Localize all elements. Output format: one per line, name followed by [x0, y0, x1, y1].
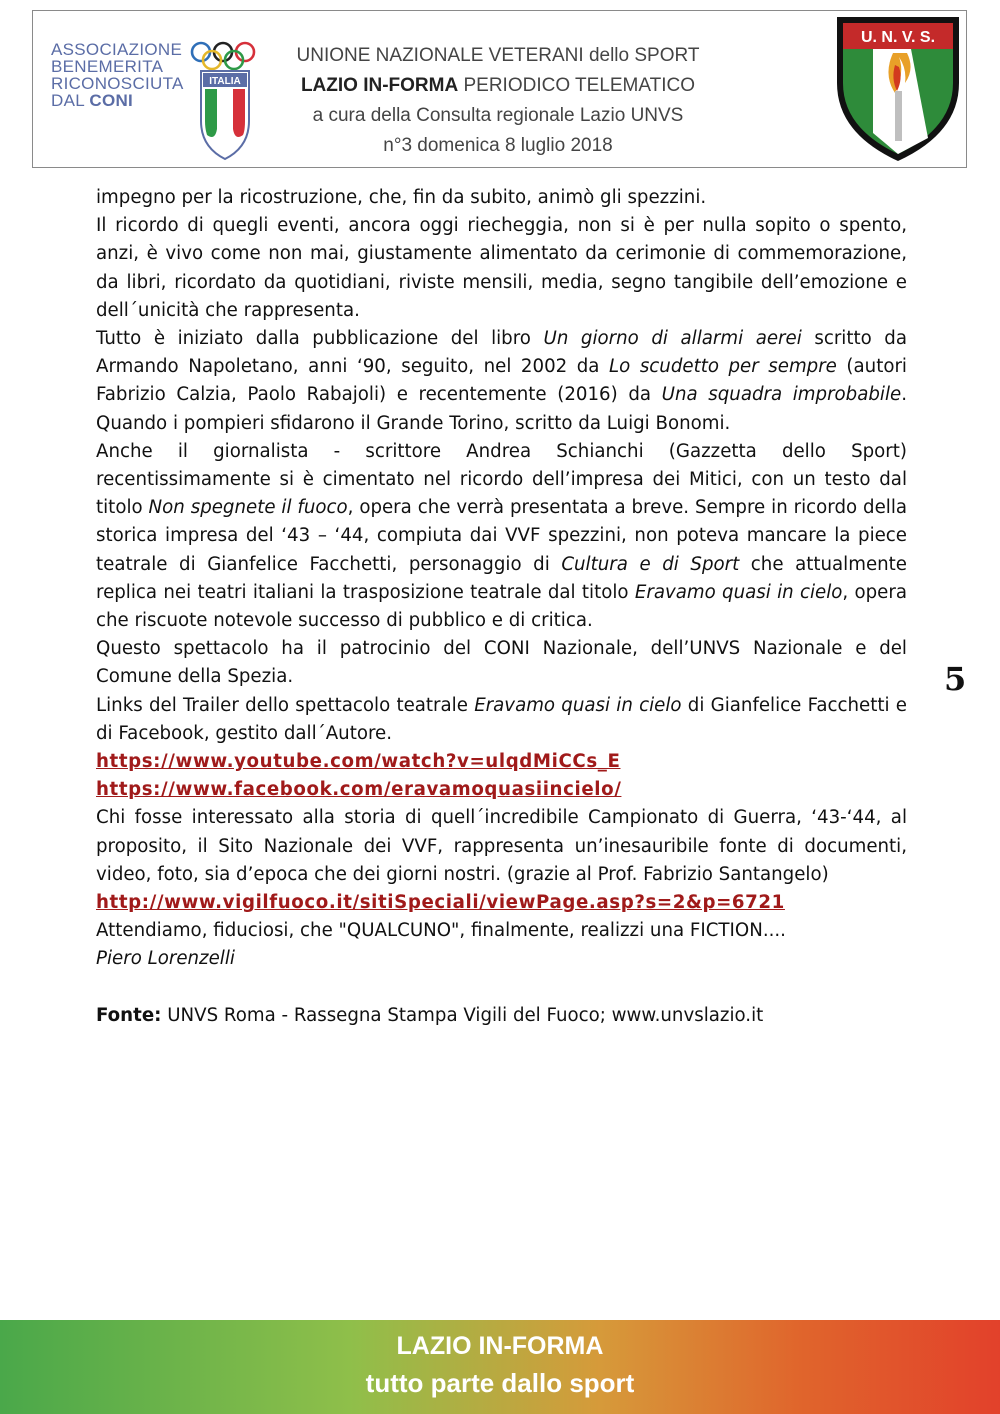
page-number: 5 — [944, 660, 967, 698]
coni-line4 — [51, 92, 191, 109]
paragraph-3-text-a: Tutto è iniziato dalla pubblicazione del libro — [96, 328, 544, 350]
author-signature — [96, 945, 907, 973]
book-title-2: Lo scudetto per sempre — [609, 356, 837, 378]
paragraph-3-text-c: scritto da Armando Napoletano, anni ‘90, seguito, nel 2002 da — [96, 328, 908, 378]
paragraph-4-text-c: , opera che verrà presentata a breve. Sempre in ricordo della storica impresa del ‘43 – ‘44, compiuta dai VVF spezzini, non poteva mancare la piece teatrale di Gianfelice Facchetti, personaggio di — [96, 497, 908, 575]
svg-text:ITALIA: ITALIA — [209, 76, 241, 87]
unvs-shield-logo — [833, 13, 963, 163]
header-line4: n°3 domenica 8 luglio 2018 — [383, 135, 613, 156]
header-line2 — [263, 71, 733, 101]
footer-slogan: tutto parte dallo sport — [365, 1368, 635, 1398]
header-line3: a cura della Consulta regionale Lazio UNVS — [312, 105, 684, 126]
footer-title: LAZIO IN-FORMA — [396, 1332, 604, 1360]
coni-line4a: DAL — [51, 91, 90, 110]
source-label: Fonte: — [96, 1004, 162, 1026]
paragraph-3 — [96, 325, 907, 438]
italia-shield-icon — [199, 69, 251, 161]
unvs-badge-text: U. N. V. S. — [860, 29, 936, 46]
olympic-rings-icon — [189, 41, 257, 71]
youtube-link[interactable]: https://www.youtube.com/watch?v=ulqdMiCCs_E — [96, 751, 621, 773]
paragraph-4 — [96, 438, 907, 635]
paragraph-5: Questo spettacolo ha il patrocinio del CONI Nazionale, dell’UNVS Nazionale e del Comune della Spezia. — [96, 638, 907, 688]
paragraph-7: Chi fosse interessato alla storia di quell´incredibile Campionato di Guerra, ‘43-‘44, al proposito, il Sito Nazionale dei VVF, rappresenta un’inesauribile fonte di documenti, video, foto, sia d’epoca che dei giorni nostri. (grazie al Prof. Fabrizio Santangelo) — [96, 807, 907, 885]
paragraph-6 — [96, 692, 907, 748]
play-title-1: Eravamo quasi in cielo — [634, 581, 843, 603]
source-text: UNVS Roma - Rassegna Stampa Vigili del Fuoco; www.unvslazio.it — [161, 1004, 764, 1026]
source-line — [96, 1002, 907, 1030]
paragraph-4-text-a: Anche il giornalista - scrittore Andrea Schianchi (Gazzetta dello Sport) recentissimamente si è cimentato nel ricordo dell’impresa dei Mitici, con un testo dal titolo — [96, 440, 907, 519]
author-name: Piero Lorenzelli — [96, 948, 235, 970]
coni-line4b: CONI — [89, 91, 134, 110]
italic-cultura-sport: Cultura e di Sport — [561, 553, 740, 575]
header-title-block — [263, 41, 733, 161]
coni-line3: RICONOSCIUTA — [51, 74, 184, 93]
paragraph-3-text-g: . Quando i pompieri sfidarono il Grande Torino, scritto da Luigi Bonomi. — [96, 384, 908, 434]
page-footer — [0, 1320, 1000, 1414]
header-line1: UNIONE NAZIONALE VETERANI dello SPORT — [296, 45, 700, 66]
book-title-3: Una squadra improbabile — [661, 384, 902, 406]
article-body — [96, 184, 907, 1030]
coni-line1: ASSOCIAZIONE — [51, 40, 183, 59]
book-title-1: Un giorno di allarmi aerei — [543, 328, 802, 350]
header-line2-rest: PERIODICO TELEMATICO — [458, 75, 696, 96]
blank-line — [96, 974, 907, 1002]
paragraph-2: Il ricordo di quegli eventi, ancora oggi riecheggia, non si è per nulla sopito o spento, anzi, è vivo come non mai, giustamente alimentato da cerimonie di commemorazione, da libri, ricordato da quotidiani, riviste mensili, media, segno tangibile dell’emozione e dell´unicità che rappresenta. — [96, 215, 907, 321]
paragraph-6-text-a: Links del Trailer dello spettacolo teatrale — [96, 694, 475, 716]
coni-line2: BENEMERITA — [51, 57, 164, 76]
paragraph-4-text-g: , opera che riscuote notevole successo di pubblico e di critica. — [96, 581, 907, 632]
paragraph-1: impegno per la ricostruzione, che, fin da subito, animò gli spezzini. — [96, 187, 707, 208]
book-title-4: Non spegnete il fuoco — [148, 497, 348, 519]
paragraph-8: Attendiamo, fiduciosi, che "QUALCUNO", finalmente, realizzi una FICTION.... — [96, 920, 786, 942]
coni-logo — [51, 41, 256, 161]
paragraph-6-text-c: di Gianfelice Facchetti e di Facebook, gestito dall´Autore. — [96, 694, 907, 744]
coni-text — [51, 41, 191, 109]
paragraph-3-text-e: (autori Fabrizio Calzia, Paolo Rabajoli) e recentemente (2016) da — [96, 356, 907, 406]
facebook-link[interactable]: https://www.facebook.com/eravamoquasiincielo/ — [96, 779, 622, 801]
vigilfuoco-link[interactable]: http://www.vigilfuoco.it/sitiSpeciali/viewPage.asp?s=2&p=6721 — [96, 892, 785, 914]
play-title-2: Eravamo quasi in cielo — [474, 694, 682, 716]
page-header — [32, 10, 967, 168]
paragraph-4-text-e: che attualmente replica nei teatri italiani la trasposizione teatrale dal titolo — [96, 553, 907, 603]
header-line2-bold: LAZIO IN-FORMA — [300, 75, 459, 96]
